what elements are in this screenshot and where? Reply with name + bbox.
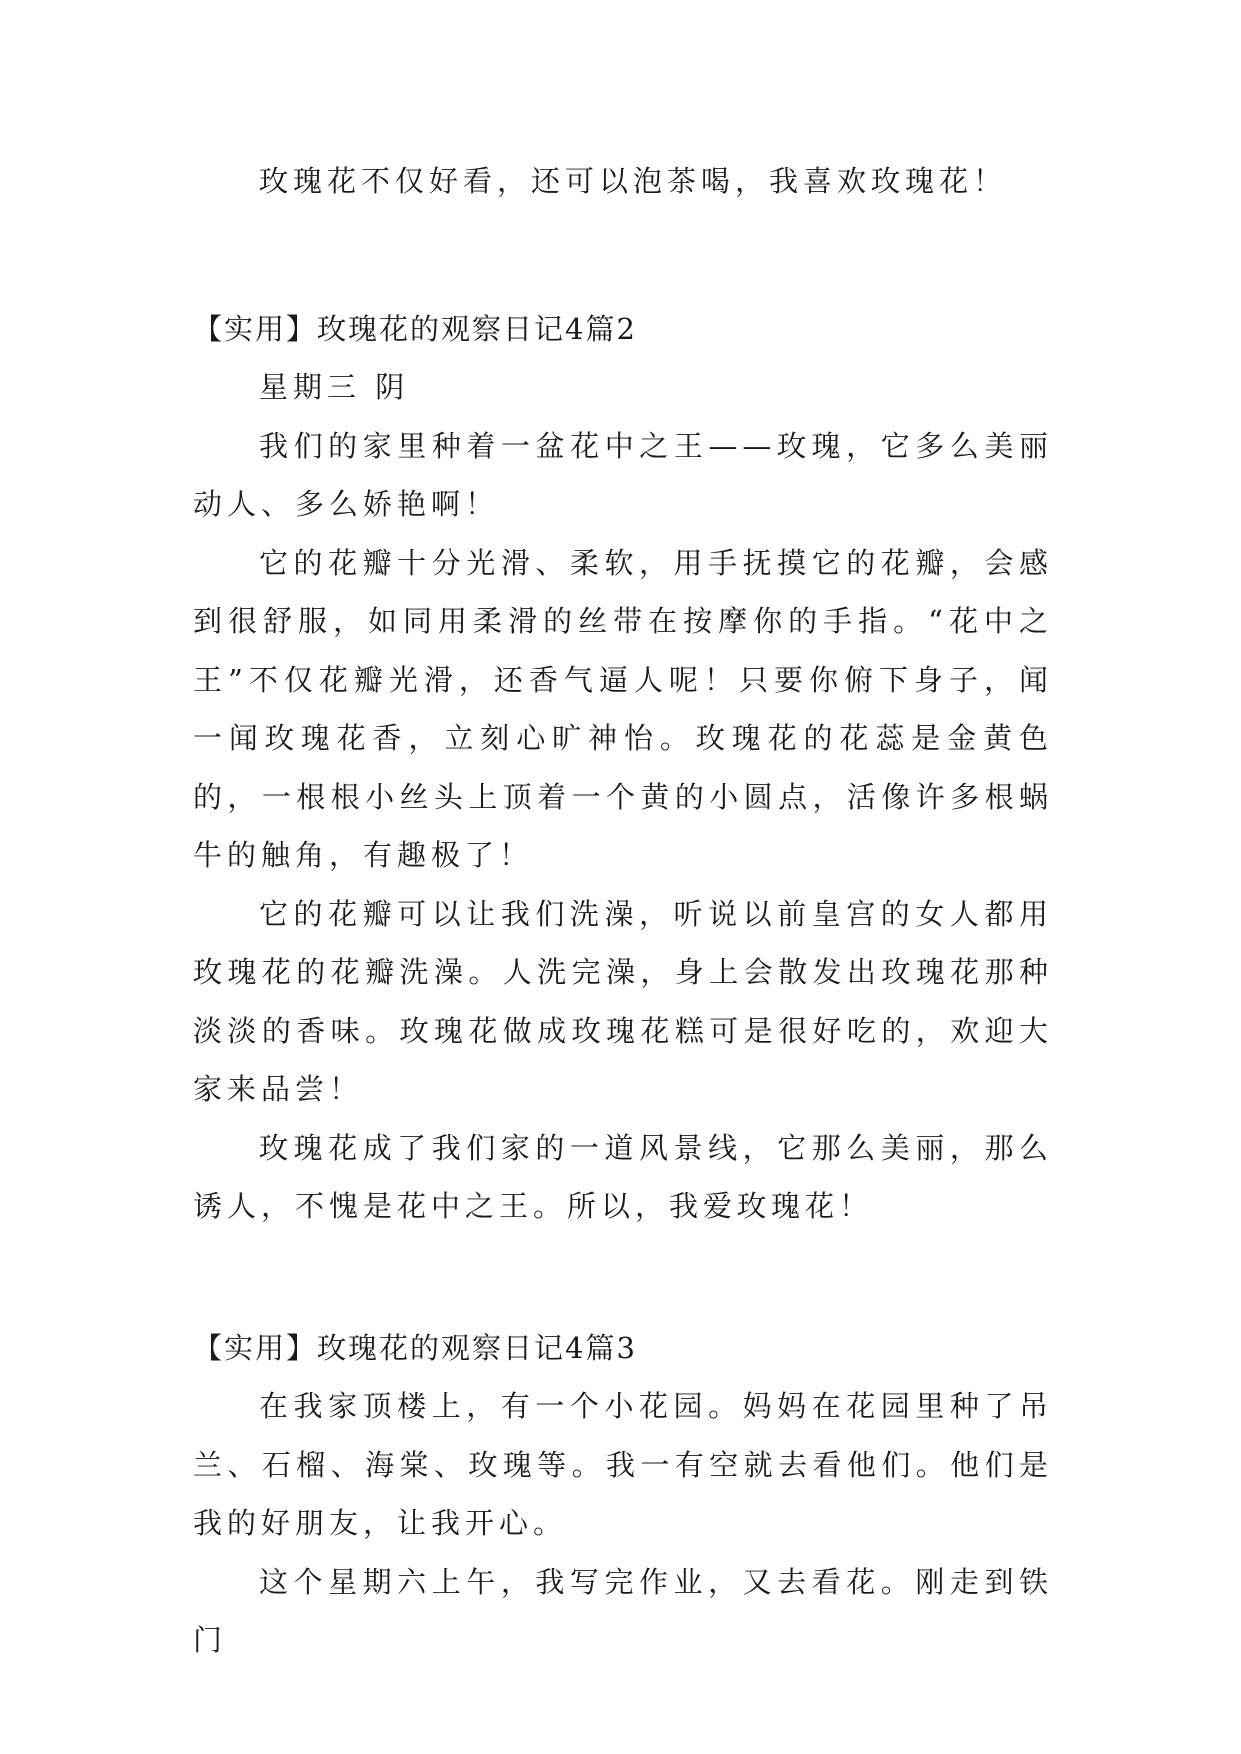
section2-date-weather: 星期三 阴 — [259, 370, 410, 404]
section2-title: 【实用】玫瑰花的观察日记4篇2 — [193, 311, 637, 346]
intro-paragraph: 玫瑰花不仅好看，还可以泡茶喝，我喜欢玫瑰花！ — [259, 164, 1008, 198]
document-page — [193, 152, 1053, 1670]
section2-paragraph-2: 它的花瓣十分光滑、柔软，用手抚摸它的花瓣，会感到很舒服，如同用柔滑的丝带在按摩你的手指。“花中之王”不仅花瓣光滑，还香气逼人呢！只要你俯下身子，闻一闻玫瑰花香，立刻心旷神怡。玫瑰花的花蕊是金黄色的，一根根小丝头上顶着一个黄的小圆点，活像许多根蜗牛的触角，有趣极了！ — [193, 545, 1053, 872]
section3-paragraph-2: 这个星期六上午，我写完作业，又去看花。刚走到铁门 — [193, 1564, 1053, 1657]
section2-paragraph-1: 我们的家里种着一盆花中之王——玫瑰，它多么美丽动人、多么娇艳啊！ — [193, 428, 1053, 521]
section2-paragraph-4: 玫瑰花成了我们家的一道风景线，它那么美丽，那么诱人，不愧是花中之王。所以，我爱玫瑰花！ — [193, 1130, 1053, 1223]
section-spacer — [193, 1236, 1053, 1319]
section2-paragraph-3: 它的花瓣可以让我们洗澡，听说以前皇宫的女人都用玫瑰花的花瓣洗澡。人洗完澡，身上会散发出玫瑰花那种淡淡的香味。玫瑰花做成玫瑰花糕可是很好吃的，欢迎大家来品尝！ — [193, 896, 1053, 1106]
section-spacer — [193, 211, 1053, 300]
section3-title: 【实用】玫瑰花的观察日记4篇3 — [193, 1330, 637, 1365]
section3-paragraph-1: 在我家顶楼上，有一个小花园。妈妈在花园里种了吊兰、石榴、海棠、玫瑰等。我一有空就去看他们。他们是我的好朋友，让我开心。 — [193, 1389, 1053, 1540]
